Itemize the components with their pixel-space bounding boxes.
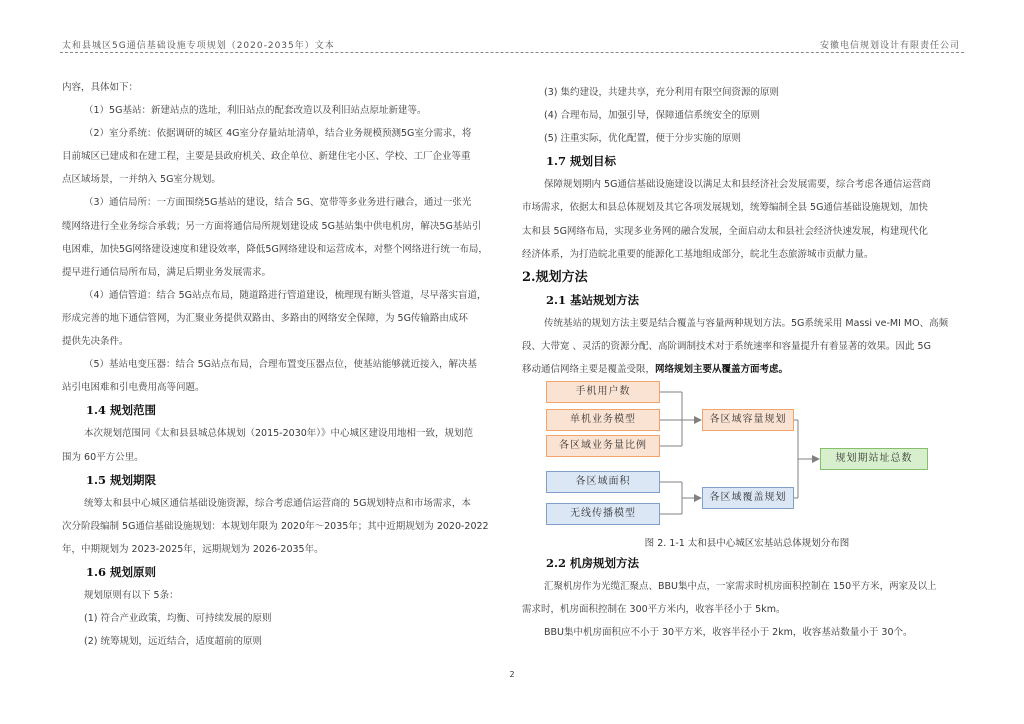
figure-caption: 图 2. 1-1 太和县中心城区宏基站总体规划分布图 xyxy=(644,538,850,549)
subsection-heading: 2.1 基站规划方法 xyxy=(546,292,640,307)
paragraph-line: 目前城区已建成和在建工程，主要是县政府机关、政企单位、新建住宅小区、学校、工厂企业等重 xyxy=(62,151,471,163)
paragraph-line: 内容，具体如下： xyxy=(62,82,139,93)
subsection-heading: 1.4 规划范围 xyxy=(86,403,157,418)
section-heading: 2.规划方法 xyxy=(522,269,588,285)
paragraph-line: 需求时，机房面积控制在 300平方米内，收容半径小于 5km。 xyxy=(522,604,786,616)
paragraph-line: 市场需求，依据太和县总体规划及其它各项发展规划，统筹编制全县 5G通信基础设施规划，加快 xyxy=(522,202,928,214)
paragraph-line: 围为 60平方公里。 xyxy=(62,451,144,463)
right-column xyxy=(522,81,972,381)
node-coverage-planning: 各区域覆盖规划 xyxy=(702,487,794,509)
node-capacity-planning: 各区域容量规划 xyxy=(702,409,794,431)
paragraph-line: 站引电困难和引电费用高等问题。 xyxy=(62,382,205,394)
paragraph-line: (4) 合理布局，加强引导，保障通信系统安全的原则 xyxy=(544,110,760,122)
right-column-after-figure xyxy=(522,552,972,644)
paragraph-line: 规划原则有以下 5条： xyxy=(84,590,179,602)
node-traffic-ratio: 各区域业务量比例 xyxy=(546,435,660,457)
subsection-heading: 2.2 机房规划方法 xyxy=(546,556,640,570)
paragraph-line: 经济体系，为打造皖北重要的能源化工基地组成部分，皖北生态旅游城市贡献力量。 xyxy=(522,248,874,260)
paragraph-line: （1）5G基站：新建站点的选址，利旧站点的配套改造以及利旧站点原址新建等。 xyxy=(84,105,427,117)
node-total-sites: 规划期站址总数 xyxy=(820,448,928,470)
subsection-heading: 1.7 规划目标 xyxy=(546,154,617,169)
paragraph-line: 传统基站的规划方法主要是结合覆盖与容量两种规划方法。5G系统采用 Massi ve-MI MO、高频 xyxy=(544,317,949,329)
paragraph-line: (5) 注重实际，优化配置，便于分步实施的原则 xyxy=(544,133,741,145)
node-area-size: 各区域面积 xyxy=(546,471,660,493)
subsection-heading: 1.5 规划期限 xyxy=(86,472,157,487)
subsection-heading: 1.6 规划原则 xyxy=(86,564,157,579)
paragraph-line: (2) 统筹规划，远近结合，适度超前的原则 xyxy=(84,636,262,648)
paragraph-line: 提早进行通信局所布局，满足后期业务发展需求。 xyxy=(62,266,272,278)
paragraph-text: 移动通信网络主要是覆盖受限， xyxy=(522,364,656,376)
paragraph-line: (1) 符合产业政策，均衡、可持续发展的原则 xyxy=(84,613,272,625)
paragraph-line: （5）基站电变压器：结合 5G站点布局，合理布置变压器点位，使基站能够就近接入，解决基 xyxy=(84,359,477,371)
node-mobile-users: 手机用户数 xyxy=(546,381,660,403)
emphasis-text: 网络规划主要从覆盖方面考虑。 xyxy=(655,364,789,376)
paragraph-line: 电困难，加快5G网络建设速度和建设效率，降低5G网络建设和运营成本，对整个网络进行统一布局， xyxy=(62,243,488,255)
paragraph-line: 年，中期规划为 2023-2025年，远期规划为 2026-2035年。 xyxy=(62,543,324,555)
paragraph-line: 段、大带宽 、灵活的资源分配、高阶调制技术对于系统速率和容量提升有着显著的效果。因此 5G xyxy=(522,341,931,353)
paragraph-line: 提供先决条件。 xyxy=(62,336,129,348)
left-column xyxy=(62,76,518,653)
paragraph-line: 统筹太和县中心城区通信基础设施资源，综合考虑通信运营商的 5G规划特点和市场需求，本 xyxy=(84,497,471,509)
header-divider xyxy=(60,52,964,53)
node-single-service-model: 单机业务模型 xyxy=(546,409,660,431)
paragraph-line: 太和县 5G网络布局，实现多业务网的融合发展，全面启动太和县社会经济快速发展，构建现代化 xyxy=(522,225,928,237)
paragraph-line: 缆网络进行全业务综合承载；另一方面将通信局所规划建设成 5G基站集中供电机房，解决5G基站引 xyxy=(62,220,482,232)
paragraph-line: （3）通信局所：一方面围绕5G基站的建设，结合 5G、宽带等多业务进行融合，通过一张光 xyxy=(84,197,472,209)
paragraph-line: 次分阶段编制 5G通信基础设施规划：本规划年限为 2020年～2035年；其中近期规划为 2020-2022 xyxy=(62,520,489,532)
paragraph-line: 形成完善的地下通信管网，为汇聚业务提供双路由、多路由的网络安全保障，为 5G传输路由成环 xyxy=(62,312,468,324)
paragraph-line: 点区域场景，一并纳入 5G室分规划。 xyxy=(62,174,221,186)
page-number: 2 xyxy=(509,670,515,679)
header-document-title: 太和县城区5G通信基础设施专项规划（2020-2035年）文本 xyxy=(62,41,335,51)
header-company-name: 安徽电信规划设计有限责任公司 xyxy=(819,41,960,51)
paragraph-line: BBU集中机房面积应不小于 30平方米，收容半径小于 2km，收容基站数量小于 30个。 xyxy=(544,627,913,639)
paragraph-line: （4）通信管道：结合 5G站点布局，随道路进行管道建设，梳理现有断头管道，尽早落实盲道， xyxy=(84,289,487,301)
paragraph-line: （2）室分系统：依据调研的城区 4G室分存量站址清单，结合业务规模预测5G室分需求，将 xyxy=(84,128,472,140)
paragraph-line: 汇聚机房作为光缆汇聚点、BBU集中点，一家需求时机房面积控制在 150平方米，两家及以上 xyxy=(544,581,937,593)
paragraph-line: 本次规划范围同《太和县县城总体规划（2015-2030年）》中心城区建设用地相一致，规划范 xyxy=(84,428,474,440)
planning-flow-diagram xyxy=(522,374,972,534)
paragraph-line: (3) 集约建设，共建共享，充分利用有限空间资源的原则 xyxy=(544,87,779,98)
paragraph-line: 保障规划期内 5G通信基础设施建设以满足太和县经济社会发展需要，综合考虑各通信运营商 xyxy=(544,179,931,191)
node-propagation-model: 无线传播模型 xyxy=(546,503,660,525)
